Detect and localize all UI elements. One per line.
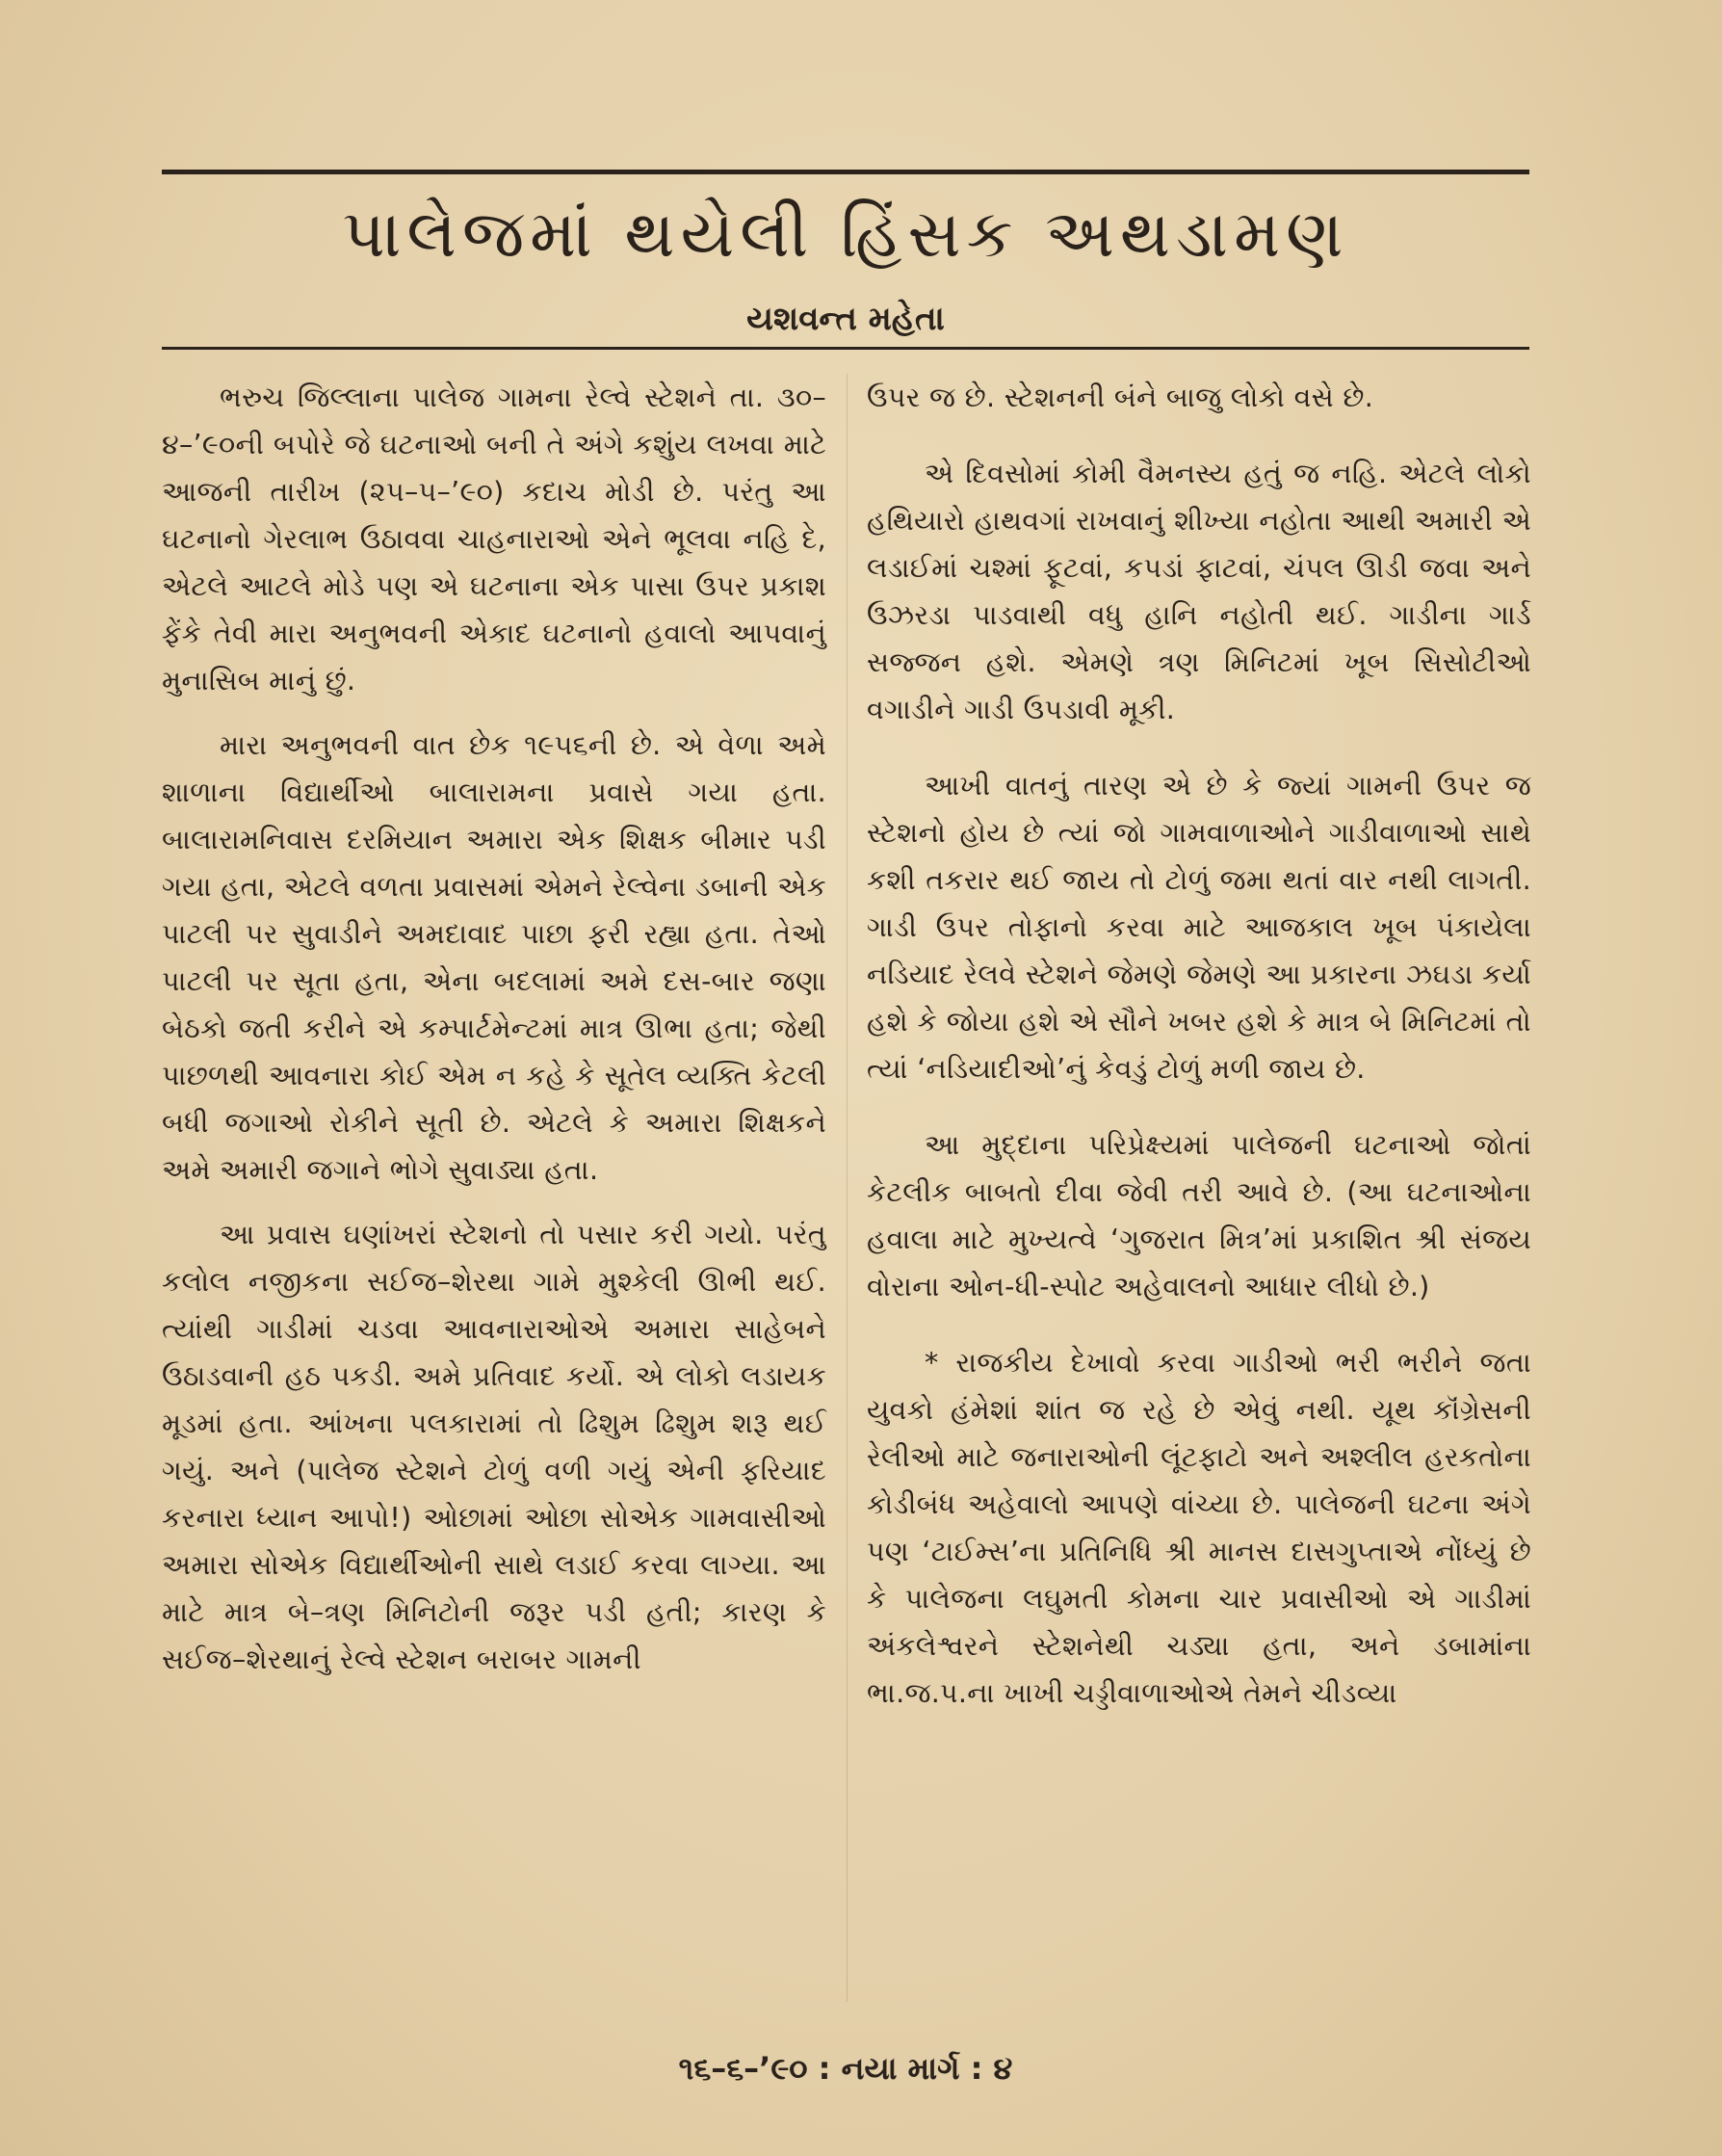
paragraph: ઉપર જ છે. સ્ટેશનની બંને બાજુ લોકો વસે છે.	[867, 381, 1374, 413]
paragraph: * રાજકીય દેખાવો કરવા ગાડીઓ ભરી ભરીને જતા યુવકો હંમેશાં શાંત જ રહે છે એવું નથી. યૂથ કૉંગ્રેસની રેલીઓ માટે જનારાઓની લૂંટફાટો અને અશ્લીલ હરકતોના કોડીબંધ અહેવાલો આપણે વાંચ્યા છે. પાલેજની ઘટના અંગે પણ ‘ટાઈમ્સ’ના પ્રતિનિધિ શ્રી માનસ દાસગુપ્તાએ નોંધ્યું છે કે પાલેજના લઘુમતી કોમના ચાર પ્રવાસીઓ એ ગાડીમાં અંકલેશ્વરને સ્ટેશનેથી ચડ્યા હતા, અને ડબામાંના ભા.જ.પ.ના ખાખી ચડ્ડીવાળાઓએ તેમને ચીડવ્યા	[867, 1347, 1531, 1709]
paragraph: આખી વાતનું તારણ એ છે કે જ્યાં ગામની ઉપર જ સ્ટેશનો હોય છે ત્યાં જો ગામવાળાઓને ગાડીવાળાઓ સાથે કશી તકરાર થઈ જાય તો ટોળું જમા થતાં વાર નથી લાગતી. ગાડી ઉપર તોફાનો કરવા માટે આજકાલ ખૂબ પંકાયેલા નડિયાદ રેલવે સ્ટેશને જેમણે જેમણે આ પ્રકારના ઝઘડા કર્યા હશે કે જોયા હશે એ સૌને ખબર હશે કે માત્ર બે મિનિટમાં તો ત્યાં ‘નડિયાદીઓ’નું કેવડું ટોળું મળી જાય છે.	[867, 770, 1531, 1085]
article-title: પાલેજમાં થયેલી હિંસક અથડામણ	[342, 197, 1349, 273]
paragraph: એ દિવસોમાં કોમી વૈમનસ્ય હતું જ નહિ. એટલે લોકો હથિયારો હાથવગાં રાખવાનું શીખ્યા નહોતા આથી અમારી એ લડાઈમાં ચશ્માં ફૂટવાં, કપડાં ફાટવાં, ચંપલ ઊડી જવા અને ઉઝરડા પાડવાથી વધુ હાનિ નહોતી થઈ. ગાડીના ગાર્ડ સજ્જન હશે. એમણે ત્રણ મિનિટમાં ખૂબ સિસોટીઓ વગાડીને ગાડી ઉપડાવી મૂકી.	[867, 458, 1531, 725]
left-column	[162, 374, 826, 1700]
page-footer: ૧૬–૬–’૯૦ : નયા માર્ગ : ૪	[678, 2050, 1013, 2087]
column-divider	[847, 374, 848, 2002]
title-rule	[162, 347, 1529, 350]
paragraph: આ મુદ્દાના પરિપ્રેક્ષ્યમાં પાલેજની ઘટનાઓ જોતાં કેટલીક બાબતો દીવા જેવી તરી આવે છે. (આ ઘટનાઓના હવાલા માટે મુખ્યત્વે ‘ગુજરાત મિત્ર’માં પ્રકાશિત શ્રી સંજય વોરાના ઓન-ધી-સ્પોટ અહેવાલનો આધાર લીધો છે.)	[867, 1129, 1531, 1302]
paragraph: ભરુચ જિલ્લાના પાલેજ ગામના રેલ્વે સ્ટેશને તા. ૩૦–૪–’૯૦ની બપોરે જે ઘટનાઓ બની તે અંગે કશુંય લખવા માટે આજની તારીખ (૨૫–૫–’૯૦) કદાચ મોડી છે. પરંતુ આ ઘટનાનો ગેરલાભ ઉઠાવવા ચાહનારાઓ એને ભૂલવા નહિ દે, એટલે આટલે મોડે પણ એ ઘટનાના એક પાસા ઉપર પ્રકાશ ફેંકે તેવી મારા અનુભવની એકાદ ઘટનાનો હવાલો આપવાનું મુનાસિબ માનું છું.	[162, 381, 826, 697]
right-column	[867, 374, 1531, 1734]
top-rule	[162, 170, 1529, 174]
article-author: યશવન્ત મહેતા	[746, 300, 945, 338]
paragraph: મારા અનુભવની વાત છેક ૧૯૫૬ની છે. એ વેળા અમે શાળાના વિદ્યાર્થીઓ બાલારામના પ્રવાસે ગયા હતા. બાલારામનિવાસ દરમિયાન અમારા એક શિક્ષક બીમાર પડી ગયા હતા, એટલે વળતા પ્રવાસમાં એમને રેલ્વેના ડબાની એક પાટલી પર સુવાડીને અમદાવાદ પાછા ફરી રહ્યા હતા. તેઓ પાટલી પર સૂતા હતા, એના બદલામાં અમે દસ-બાર જણા બેઠકો જતી કરીને એ કમ્પાર્ટમેન્ટમાં માત્ર ઊભા હતા; જેથી પાછળથી આવનારા કોઈ એમ ન કહે કે સૂતેલ વ્યક્તિ કેટલી બધી જગાઓ રોકીને સૂતી છે. એટલે કે અમારા શિક્ષકને અમે અમારી જગાને ભોગે સુવાડ્યા હતા.	[162, 729, 826, 1186]
paragraph: આ પ્રવાસ ઘણાંખરાં સ્ટેશનો તો પસાર કરી ગયો. પરંતુ કલોલ નજીકના સઈજ–શેરથા ગામે મુશ્કેલી ઊભી થઈ. ત્યાંથી ગાડીમાં ચડવા આવનારાઓએ અમારા સાહેબને ઉઠાડવાની હઠ પકડી. અમે પ્રતિવાદ કર્યો. એ લોકો લડાયક મૂડમાં હતા. આંખના પલકારામાં તો ઢિશુમ ઢિશુમ શરૂ થઈ ગયું. અને (પાલેજ સ્ટેશને ટોળું વળી ગયું એની ફરિયાદ કરનારા ધ્યાન આપો!) ઓછામાં ઓછા સોએક ગામવાસીઓ અમારા સોએક વિદ્યાર્થીઓની સાથે લડાઈ કરવા લાગ્યા. આ માટે માત્ર બે–ત્રણ મિનિટોની જરૂર પડી હતી; કારણ કે સઈજ–શેરથાનું રેલ્વે સ્ટેશન બરાબર ગામની	[162, 1219, 826, 1675]
